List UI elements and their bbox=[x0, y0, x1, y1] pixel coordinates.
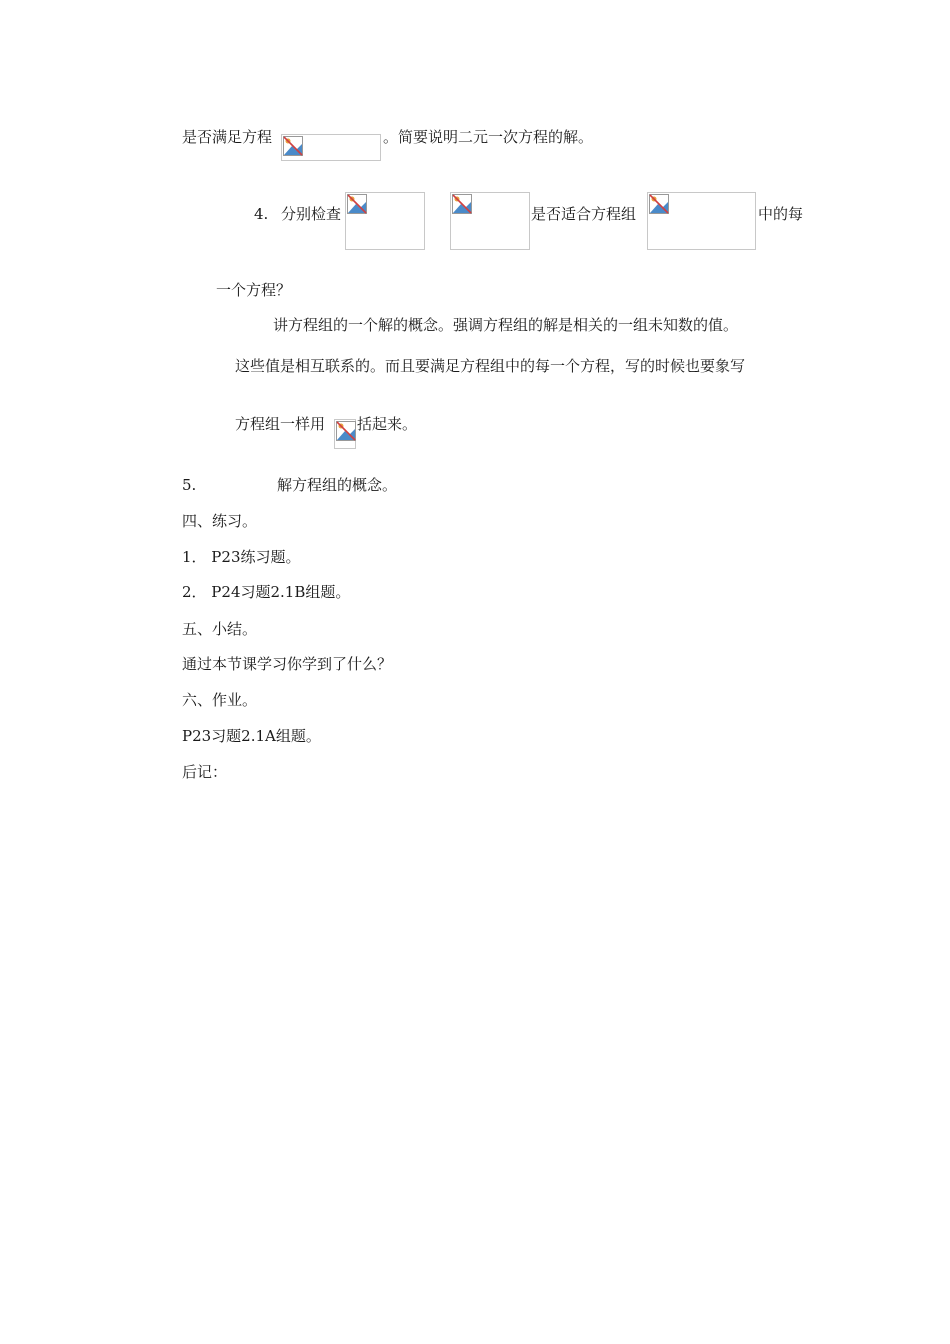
image-placeholder bbox=[450, 192, 530, 250]
broken-image-icon bbox=[452, 194, 472, 214]
list-number: 5. bbox=[182, 476, 197, 494]
section-heading: 四、练习。 bbox=[182, 512, 258, 530]
text-line: 是否满足方程 bbox=[182, 128, 273, 146]
broken-image-icon bbox=[336, 421, 356, 441]
text-line: 解方程组的概念。 bbox=[277, 476, 398, 494]
broken-image-icon bbox=[649, 194, 669, 214]
text-line: 中的每 bbox=[758, 205, 804, 223]
text-line: 分别检查 bbox=[281, 205, 342, 223]
text-line: P23习题2.1A组题。 bbox=[182, 727, 321, 745]
image-placeholder bbox=[281, 134, 381, 161]
text-line: 。简要说明二元一次方程的解。 bbox=[383, 128, 594, 146]
list-item: 1． P23练习题。 bbox=[182, 548, 301, 566]
text-line: 后记： bbox=[182, 763, 228, 781]
text-line: 一个方程？ bbox=[216, 281, 292, 299]
image-placeholder bbox=[647, 192, 756, 250]
text-line: 是否适合方程组 bbox=[531, 205, 637, 223]
list-item: 2． P24习题2.1B组题。 bbox=[182, 583, 351, 601]
text-line: 这些值是相互联系的。而且要满足方程组中的每一个方程，写的时候也要象写 bbox=[235, 357, 746, 375]
text-line: 通过本节课学习你学到了什么？ bbox=[182, 655, 393, 673]
image-placeholder bbox=[345, 192, 425, 250]
text-line: 括起来。 bbox=[357, 415, 418, 433]
text-line: 方程组一样用 bbox=[235, 415, 326, 433]
broken-image-icon bbox=[347, 194, 367, 214]
text-line: 讲方程组的一个解的概念。强调方程组的解是相关的一组未知数的值。 bbox=[273, 316, 739, 334]
image-placeholder bbox=[334, 419, 356, 449]
list-number: 4. bbox=[254, 205, 269, 223]
section-heading: 六、作业。 bbox=[182, 691, 258, 709]
section-heading: 五、小结。 bbox=[182, 620, 258, 638]
broken-image-icon bbox=[283, 136, 303, 156]
